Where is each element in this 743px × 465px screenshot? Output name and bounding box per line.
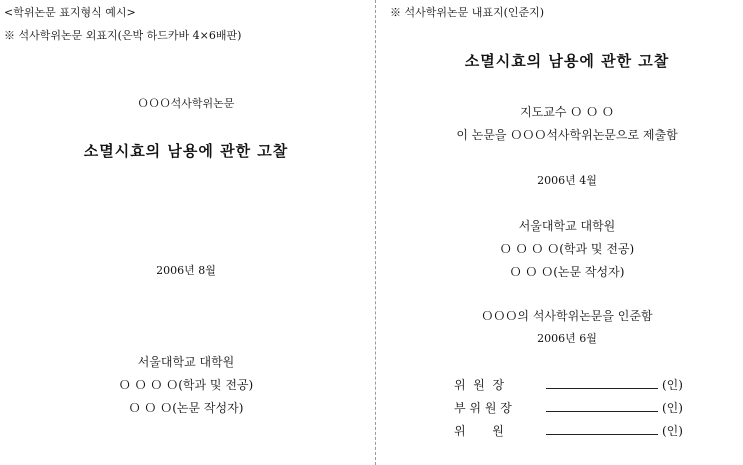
signature-line xyxy=(546,377,658,389)
outer-cover-note: ※ 석사학위논문 외표지(은박 하드카바 4×6배판) xyxy=(4,29,242,42)
caption-label: <학위논문 표지형식 예시> xyxy=(4,6,136,19)
author-line: Ｏ Ｏ Ｏ(논문 작성자) xyxy=(128,401,244,415)
committee-title: 위 원 장 xyxy=(454,378,505,392)
submission-statement: 이 논문을 ＯＯＯ석사학위논문으로 제출함 xyxy=(456,128,678,142)
submission-date: 2006년 8월 xyxy=(156,264,216,277)
thesis-title: 소멸시효의 남용에 관한 고찰 xyxy=(83,142,289,160)
thesis-title: 소멸시효의 남용에 관한 고찰 xyxy=(464,52,670,70)
approval-date: 2006년 6월 xyxy=(537,332,597,345)
committee-row-chair xyxy=(454,376,683,393)
seal-mark: (인) xyxy=(662,378,683,392)
seal-mark: (인) xyxy=(662,424,683,438)
school-name: 서울대학교 대학원 xyxy=(518,219,616,233)
committee-row-vice-chair xyxy=(454,399,683,416)
signature-line xyxy=(546,423,658,435)
seal-mark: (인) xyxy=(662,401,683,415)
signature-line xyxy=(546,400,658,412)
committee-title: 위 원 xyxy=(454,424,504,438)
author-line: Ｏ Ｏ Ｏ(논문 작성자) xyxy=(509,265,625,279)
department-line: Ｏ Ｏ Ｏ Ｏ(학과 및 전공) xyxy=(499,242,635,256)
degree-line: ＯＯＯ석사학위논문 xyxy=(137,97,235,110)
page-divider xyxy=(375,0,376,465)
department-line: Ｏ Ｏ Ｏ Ｏ(학과 및 전공) xyxy=(118,378,254,392)
school-name: 서울대학교 대학원 xyxy=(137,355,235,369)
committee-title: 부 위 원 장 xyxy=(454,401,512,415)
approval-statement: ＯＯＯ의 석사학위논문을 인준함 xyxy=(481,309,653,323)
committee-row-member xyxy=(454,422,683,439)
inner-cover-note: ※ 석사학위논문 내표지(인준지) xyxy=(390,6,545,19)
advisor-line: 지도교수 Ｏ Ｏ Ｏ xyxy=(520,105,614,119)
submission-date: 2006년 4월 xyxy=(537,174,597,187)
